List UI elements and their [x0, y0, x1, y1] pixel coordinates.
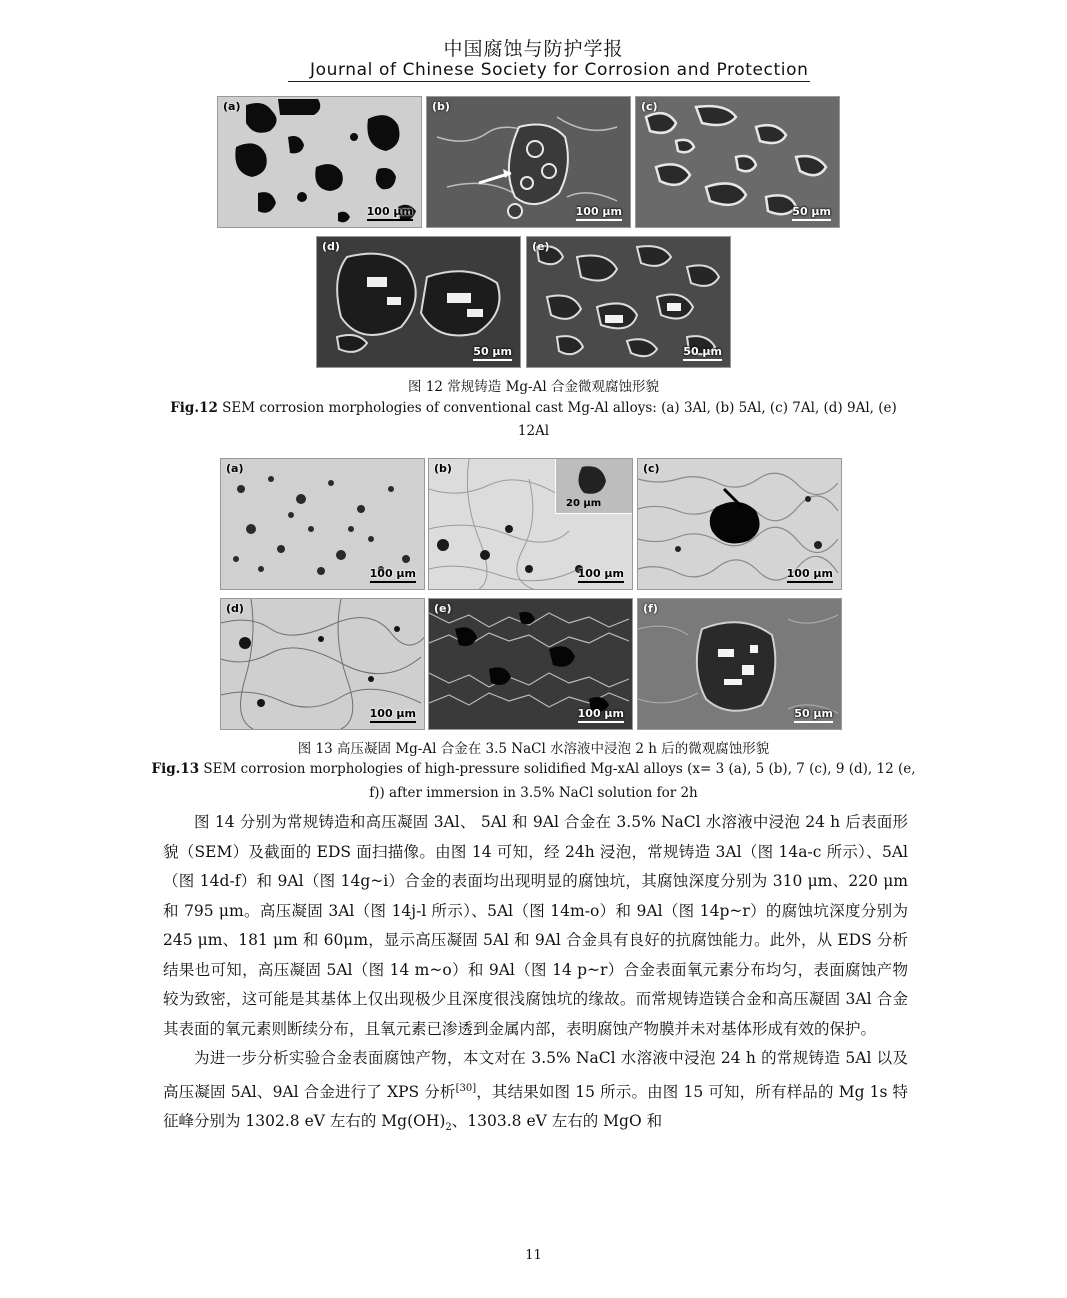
scale-bar: 100 μm: [576, 205, 622, 221]
fig13-panel-d: [220, 598, 425, 730]
fig12-caption-en: Fig.12 SEM corrosion morphologies of conventional cast Mg-Al alloys: (a) 3Al, (b) 5Al, (c) 7Al, (d) 9Al, (e): [170, 400, 897, 416]
fig13-panel-b: [428, 458, 633, 590]
panel-label: (e): [434, 602, 452, 615]
panel-label: (d): [322, 240, 340, 253]
panel-label: (b): [434, 462, 452, 475]
journal-title-en: Journal of Chinese Society for Corrosion and Protection: [288, 60, 810, 82]
scale-bar: 50 μm: [792, 205, 831, 221]
fig12-panel-b: [426, 96, 631, 228]
panel-label: (c): [643, 462, 660, 475]
page-number: 11: [525, 1248, 542, 1263]
fig13-caption-en: Fig.13 SEM corrosion morphologies of high-pressure solidified Mg-xAl alloys (x= 3 (a), 5 (b), 7 (c), 9 (d), 12 (e,: [151, 761, 916, 777]
scale-bar: 50 μm: [473, 345, 512, 361]
scale-bar: 100 μm: [370, 567, 416, 583]
panel-label: (a): [226, 462, 244, 475]
panel-label: (c): [641, 100, 658, 113]
paragraph-1: 图 14 分别为常规铸造和高压凝固 3Al、 5Al 和 9Al 合金在 3.5% NaCl 水溶液中浸泡 24 h 后表面形貌（SEM）及截面的 EDS 面扫描像。由图 14 可知，经 24h 浸泡，常规铸造 3Al（图 14a-c 所示）、5Al（图 14d-f）和 9Al（图 14g~i）合金的表面均出现明显的腐蚀坑，其腐蚀深度分别为 310 μm、220 μm 和 795 μm。高压凝固 3Al（图 14j-l 所示）、5Al（图 14m-o）和 9Al（图 14p~r）的腐蚀坑深度分别为 245 μm、181 μm 和 60μm，显示高压凝固 5Al 和 9Al 合金具有良好的抗腐蚀能力。此外，从 EDS 分析结果也可知，高压凝固 5Al（图 14 m~o）和 9Al（图 14 p~r）合金表面氧元素分布均匀，表面腐蚀产物较为致密，这可能是其基体上仅出现极少且深度很浅腐蚀坑的缘故。而常规铸造镁合金和高压凝固 3Al 合金其表面的氧元素则断续分布，且氧元素已渗透到金属内部，表明腐蚀产物膜并未对基体形成有效的保护。: [163, 813, 908, 1038]
fig13-panel-e: [428, 598, 633, 730]
fig12-panel-e: [526, 236, 731, 368]
fig12-panel-d: [316, 236, 521, 368]
fig13-b-inset: [555, 459, 632, 514]
scale-bar: 100 μm: [578, 567, 624, 583]
fig13-caption-en-line2: f)) after immersion in 3.5% NaCl solution for 2h: [369, 785, 698, 801]
panel-label: (a): [223, 100, 241, 113]
fig13-panel-c: [637, 458, 842, 590]
panel-label: (e): [532, 240, 550, 253]
fig12-panel-a: [217, 96, 422, 228]
scale-bar: 50 μm: [794, 707, 833, 723]
fig13-panel-f: [637, 598, 842, 730]
fig12-panel-c: [635, 96, 840, 228]
paragraph-2: 为进一步分析实验合金表面腐蚀产物，本文对在 3.5% NaCl 水溶液中浸泡 24 h 的常规铸造 5Al 以及高压凝固 5Al、9Al 合金进行了 XPS 分析[30]，其结果如图 15 所示。由图 15 可知，所有样品的 Mg 1s 特征峰分别为 1302.8 eV 左右的 $Mg(OH)_2$、1303.8 eV 左右的 MgO 和: [163, 1049, 908, 1134]
panel-label: (f): [643, 602, 658, 615]
scale-bar: 50 μm: [683, 345, 722, 361]
body-text: [163, 808, 908, 1143]
scale-bar: 100 μm: [367, 205, 413, 221]
fig12-caption-cn: 图 12 常规铸造 Mg-Al 合金微观腐蚀形貌: [408, 379, 659, 395]
scale-bar: 100 μm: [370, 707, 416, 723]
fig12-caption-en-line2: 12Al: [517, 423, 550, 439]
scale-bar: 100 μm: [787, 567, 833, 583]
inset-scale-bar: 20 μm: [566, 498, 602, 509]
scale-bar: 100 μm: [578, 707, 624, 723]
panel-label: (b): [432, 100, 450, 113]
journal-title-cn: 中国腐蚀与防护学报: [443, 38, 624, 60]
fig13-caption-cn: 图 13 高压凝固 Mg-Al 合金在 3.5 NaCl 水溶液中浸泡 2 h 后的微观腐蚀形貌: [297, 741, 770, 757]
panel-label: (d): [226, 602, 244, 615]
fig13-panel-a: [220, 458, 425, 590]
